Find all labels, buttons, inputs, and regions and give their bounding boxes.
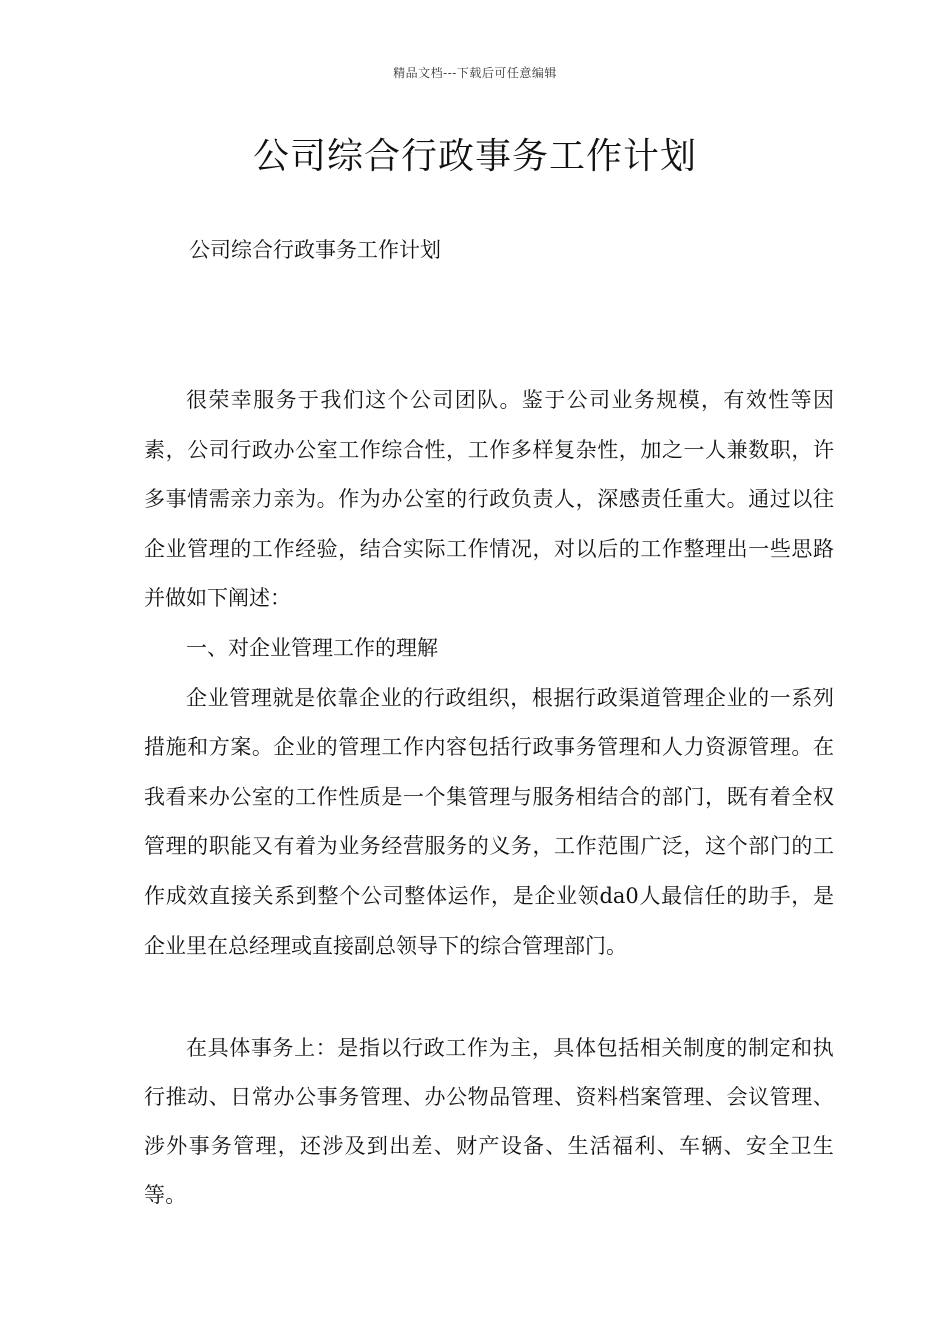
body-text-block-continued xyxy=(144,1024,834,1220)
header-note: 精品文档---下载后可任意编辑 xyxy=(393,66,557,80)
paragraph-management: 企业管理就是依靠企业的行政组织，根据行政渠道管理企业的一系列措施和方案。企业的管理工作内容包括行政事务管理和人力资源管理。在我看来办公室的工作性质是一个集管理与服务相结合的部门，既有着全权管理的职能又有着为业务经营服务的义务，工作范围广泛，这个部门的工作成效直接关系到整个公司整体运作，是企业领da0人最信任的助手，是企业里在总经理或直接副总领导下的综合管理部门。 xyxy=(144,685,834,958)
document-title: 公司综合行政事务工作计划 xyxy=(252,136,697,177)
body-text-block xyxy=(144,376,834,971)
paragraph-intro: 很荣幸服务于我们这个公司团队。鉴于公司业务规模，有效性等因素，公司行政办公室工作综合性，工作多样复杂性，加之一人兼数职，许多事情需亲力亲为。作为办公室的行政负责人，深感责任重大。通过以往企业管理的工作经验，结合实际工作情况，对以后的工作整理出一些思路并做如下阐述： xyxy=(144,388,834,611)
section-heading: 一、对企业管理工作的理解 xyxy=(186,635,438,660)
paragraph-specific-affairs: 在具体事务上：是指以行政工作为主，具体包括相关制度的制定和执行推动、日常办公事务管理、办公物品管理、资料档案管理、会议管理、涉外事务管理，还涉及到出差、财产设备、生活福利、车辆、安全卫生等。 xyxy=(144,1036,834,1207)
document-subtitle: 公司综合行政事务工作计划 xyxy=(189,238,441,262)
